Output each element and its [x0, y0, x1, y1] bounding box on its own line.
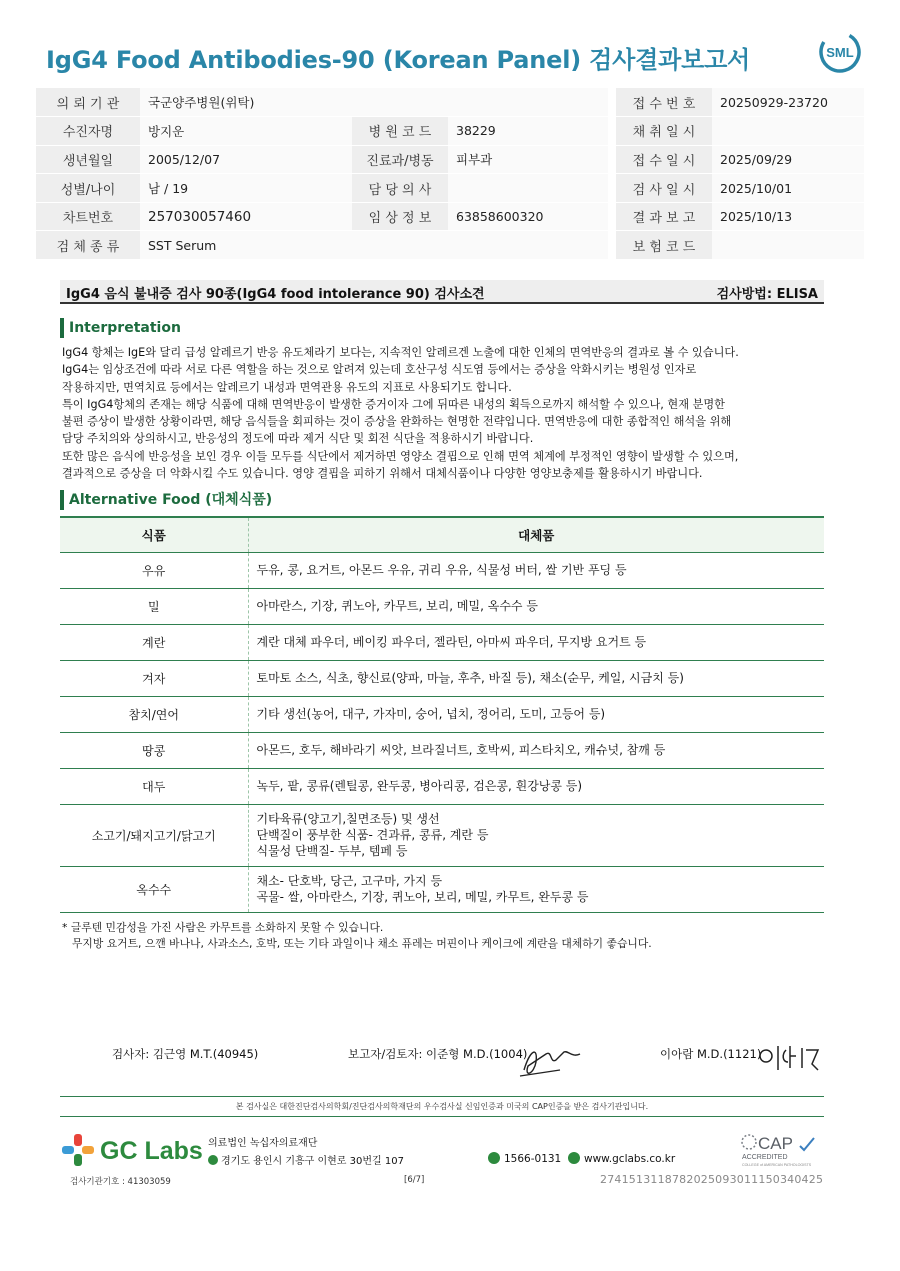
info-value: 방지운 [140, 117, 352, 146]
table-row [60, 768, 824, 804]
alternative-line: 계란 대체 파우더, 베이킹 파우더, 젤라틴, 아마씨 파우더, 무지방 요거트 등 [256, 635, 647, 649]
alternative-line: 기타육류(양고기,칠면조등) 및 생선 [256, 812, 440, 826]
alternative-line: 녹두, 팥, 콩류(렌틸콩, 완두콩, 병아리콩, 검은콩, 흰강낭콩 등) [256, 779, 583, 793]
report-title: IgG4 Food Antibodies-90 (Korean Panel) 검사결과보고서 [46, 46, 751, 74]
barcode-number: 274151311878202509301115034042​5 [600, 1173, 824, 1186]
info-value: 2025/10/01 [712, 174, 864, 203]
column-header-alternatives: 대체품 [248, 517, 824, 552]
info-label [352, 88, 448, 117]
food-cell: 밀 [60, 588, 248, 624]
alternative-food-table [60, 516, 824, 913]
alternatives-cell [248, 552, 824, 588]
alternative-line: 토마토 소스, 식초, 향신료(양파, 마늘, 후추, 바질 등), 채소(순무, 케일, 시금치 등) [256, 671, 684, 685]
column-header-food: 식품 [60, 517, 248, 552]
alternatives-cell [248, 660, 824, 696]
info-label: 차트번호 [36, 202, 140, 231]
alternatives-cell [248, 768, 824, 804]
alternative-line: 곡물- 쌀, 아마란스, 기장, 퀴노아, 보리, 메밀, 카무트, 완두콩 등 [256, 890, 589, 904]
table-row [60, 866, 824, 912]
alternatives-cell [248, 696, 824, 732]
table-row [60, 696, 824, 732]
organization-address [208, 1152, 404, 1167]
table-row [60, 588, 824, 624]
info-value: SST Serum [140, 231, 352, 260]
info-label: 담 당 의 사 [352, 174, 448, 203]
patient-info-row [36, 88, 864, 117]
sml-logo [818, 30, 862, 74]
info-gap [608, 202, 616, 231]
info-label: 접 수 번 호 [616, 88, 712, 117]
info-value: 국군양주병원(위탁) [140, 88, 352, 117]
info-value [712, 231, 864, 260]
institution-code: 검사기관기호 : 41303059 [70, 1177, 171, 1187]
info-gap [608, 174, 616, 203]
cap-accreditation-logo [738, 1132, 818, 1168]
table-row [60, 660, 824, 696]
info-value: 남 / 19 [140, 174, 352, 203]
info-label: 임 상 정 보 [352, 202, 448, 231]
sml-logo-text: SML [826, 45, 854, 60]
footer-rule-top [60, 1096, 824, 1097]
alternative-line: 기타 생선(농어, 대구, 가자미, 숭어, 넙치, 정어리, 도미, 고등어 등) [256, 707, 606, 721]
food-cell: 우유 [60, 552, 248, 588]
phone-icon [488, 1152, 500, 1164]
info-label: 검 체 종 류 [36, 231, 140, 260]
info-label: 진료과/병동 [352, 145, 448, 174]
interpretation-line: 결과적으로 증상을 더 악화시킬 수도 있습니다. 영양 결핍을 피하기 위해서 대체식품이나 다양한 영양보충제를 활용하시기 바랍니다. [62, 467, 703, 481]
info-label: 채 취 일 시 [616, 117, 712, 146]
patient-info-row [36, 202, 864, 231]
food-cell: 겨자 [60, 660, 248, 696]
alternative-line: 두유, 콩, 요거트, 아몬드 우유, 귀리 우유, 식물성 버터, 쌀 기반 푸딩 등 [256, 563, 627, 577]
info-value [448, 88, 608, 117]
info-gap [608, 231, 616, 260]
home-icon [568, 1152, 580, 1164]
table-row [60, 732, 824, 768]
cap-sub-text: COLLEGE of AMERICAN PATHOLOGISTS [742, 1163, 812, 1167]
info-value: 63858600320 [448, 202, 608, 231]
alternatives-cell [248, 866, 824, 912]
cap-logo-text: CAP [758, 1134, 793, 1153]
info-gap [608, 117, 616, 146]
footnote-line: 무지방 요거트, 으깬 바나나, 사과소스, 호박, 또는 기타 과일이나 채소 퓨레는 머핀이나 케이크에 계란을 대체하기 좋습니다. [72, 937, 652, 950]
interpretation-line: IgG4 항체는 IgE와 달리 급성 알레르기 반응 유도체라기 보다는, 지속적인 알레르겐 노출에 대한 인체의 면역반응의 결과로 볼 수 있습니다. [62, 346, 739, 359]
interpretation-line: IgG4는 임상조건에 따라 서로 다른 역할을 하는 것으로 알려져 있는데 호산구성 식도염 등에서는 증상을 악화시키는 병원성 인자로 [62, 363, 697, 377]
info-value: 2005/12/07 [140, 145, 352, 174]
info-value: 2025/10/13 [712, 202, 864, 231]
info-label: 접 수 일 시 [616, 145, 712, 174]
interpretation-line: 특이 IgG4항체의 존재는 해당 식품에 대해 면역반응이 발생한 증거이자 그에 뒤따른 내성의 획득으로까지 해석할 수 있으나, 현재 분명한 [62, 397, 725, 411]
test-method: 검사방법: ELISA [716, 287, 818, 302]
alternatives-cell [248, 624, 824, 660]
reviewer-signature-label: 보고자/검토자: 이준형 M.D.(1004) [348, 1047, 528, 1061]
info-label: 병 원 코 드 [352, 117, 448, 146]
food-cell: 소고기/돼지고기/닭고기 [60, 804, 248, 866]
patient-info-row [36, 117, 864, 146]
info-label: 수진자명 [36, 117, 140, 146]
food-cell: 계란 [60, 624, 248, 660]
info-value: 피부과 [448, 145, 608, 174]
tester-signature-label: 검사자: 김근영 M.T.(40945) [112, 1047, 259, 1061]
info-label: 결 과 보 고 [616, 202, 712, 231]
info-label: 검 사 일 시 [616, 174, 712, 203]
info-value: 20250929-23720 [712, 88, 864, 117]
interpretation-line: 작용하지만, 면역치료 등에서는 알레르기 내성과 면역관용 유도의 지표로 사용되기도 합니다. [62, 380, 512, 394]
organization-name: 의료법인 녹십자의료재단 [208, 1138, 318, 1149]
gc-labs-logo-text: GC Labs [100, 1137, 203, 1165]
interpretation-line: 불편 증상이 발생한 상황이라면, 해당 음식들을 회피하는 것이 증상을 완화하는 현명한 전략입니다. 면역반응에 대한 종합적인 해석을 위해 [62, 415, 732, 429]
interpretation-line: 담당 주치의와 상의하시고, 반응성의 정도에 따라 제거 식단 및 회전 식단을 적용하시기 바랍니다. [62, 432, 534, 446]
alternatives-cell [248, 732, 824, 768]
certification-text: 본 검사실은 대한진단검사의학회/진단검사의학재단의 우수검사실 신임인증과 미국의 CAP인증을 받은 검사기관입니다. [235, 1102, 649, 1111]
alternative-line: 식물성 단백질- 두부, 템페 등 [256, 844, 408, 858]
patient-info-row [36, 145, 864, 174]
table-row [60, 804, 824, 866]
info-gap [608, 145, 616, 174]
physician-signature-label: 이아람 M.D.(1121) [660, 1047, 762, 1061]
food-cell: 참치/연어 [60, 696, 248, 732]
interpretation-text [62, 344, 827, 482]
patient-info-row [36, 174, 864, 203]
interpretation-heading: Interpretation [60, 318, 181, 338]
alternatives-cell [248, 804, 824, 866]
alternative-line: 아마란스, 기장, 퀴노아, 카무트, 보리, 메밀, 옥수수 등 [256, 599, 538, 613]
info-label: 보 험 코 드 [616, 231, 712, 260]
phone-text: 1566-0131 [504, 1153, 562, 1165]
physician-signature [756, 1042, 822, 1076]
info-label [352, 231, 448, 260]
info-value [448, 174, 608, 203]
alternative-line: 채소- 단호박, 당근, 고구마, 가지 등 [256, 874, 443, 888]
info-value: 38229 [448, 117, 608, 146]
cap-accredited-text: ACCREDITED [742, 1154, 788, 1161]
website [568, 1152, 675, 1165]
table-row [60, 552, 824, 588]
info-gap [608, 88, 616, 117]
info-value [712, 117, 864, 146]
info-value: 257030057460 [140, 202, 352, 231]
website-text: www.gclabs.co.kr [584, 1153, 676, 1165]
info-label: 생년월일 [36, 145, 140, 174]
alternatives-cell [248, 588, 824, 624]
footnotes [62, 920, 652, 952]
info-value: 2025/09/29 [712, 145, 864, 174]
findings-section-title: IgG4 음식 불내증 검사 90종(IgG4 food intolerance 90) 검사소견 [66, 287, 485, 302]
food-cell: 땅콩 [60, 732, 248, 768]
address-text: 경기도 용인시 기흥구 이현로 30번길 107 [221, 1156, 404, 1167]
alternative-line: 단백질이 풍부한 식품- 견과류, 콩류, 계란 등 [256, 828, 489, 842]
table-row [60, 624, 824, 660]
info-value [448, 231, 608, 260]
interpretation-line: 또한 많은 음식에 반응성을 보인 경우 이들 모두를 식단에서 제거하면 영양소 결핍으로 인해 면역 체계에 부정적인 영향이 발생할 수 있으며, [62, 449, 739, 463]
alternative-line: 아몬드, 호두, 해바라기 씨앗, 브라질너트, 호박씨, 피스타치오, 캐슈넛, 참깨 등 [256, 743, 666, 757]
alternative-food-heading: Alternative Food (대체식품) [60, 490, 272, 510]
findings-section-bar [60, 280, 824, 304]
reviewer-signature [516, 1040, 588, 1080]
phone-number [488, 1152, 561, 1165]
info-label: 의 뢰 기 관 [36, 88, 140, 117]
food-cell: 대두 [60, 768, 248, 804]
patient-info-table [36, 88, 864, 260]
info-label: 성별/나이 [36, 174, 140, 203]
page-number: [6/7] [404, 1175, 425, 1185]
location-pin-icon [208, 1155, 218, 1165]
food-cell: 옥수수 [60, 866, 248, 912]
footer-rule-bottom [60, 1116, 824, 1117]
patient-info-row [36, 231, 864, 260]
footnote-line: * 글루텐 민감성을 가진 사람은 카무트를 소화하지 못할 수 있습니다. [62, 921, 384, 934]
